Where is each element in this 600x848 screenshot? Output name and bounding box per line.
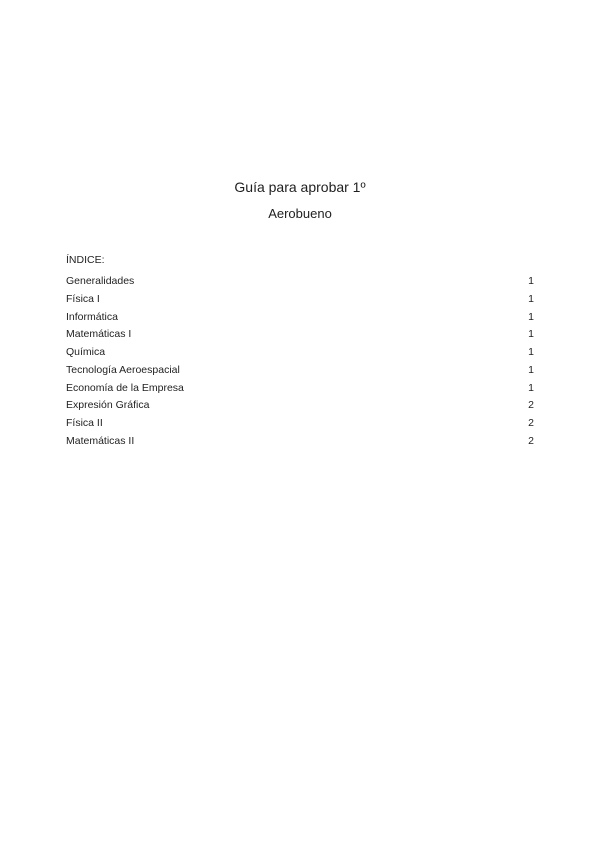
toc-entry-tecnologia-aeroespacial[interactable] <box>66 362 534 380</box>
toc-entry-label: Química <box>66 346 106 358</box>
document-title: Guía para aprobar 1º <box>234 179 366 195</box>
toc-entry-quimica[interactable] <box>66 344 534 362</box>
toc-entry-informatica[interactable] <box>66 309 534 327</box>
toc-entry-label: Informática <box>66 310 118 323</box>
toc-entry-page: 1 <box>528 328 534 341</box>
document-subtitle: Aerobueno <box>268 206 332 221</box>
toc-entry-label: Economía de la Empresa <box>66 381 184 394</box>
toc-entry-label: Física I <box>66 292 100 305</box>
toc-entry-page: 1 <box>528 346 534 358</box>
toc-entry-page: 2 <box>528 434 534 447</box>
index-heading: ÍNDICE: <box>66 254 105 266</box>
toc-entry-page: 1 <box>528 363 534 376</box>
toc-entry-fisica-2[interactable] <box>66 415 534 433</box>
toc-entry-generalidades[interactable] <box>66 273 534 291</box>
toc-entry-fisica-1[interactable] <box>66 291 534 309</box>
toc-entry-label: Matemáticas I <box>66 328 132 341</box>
toc-entry-label: Física II <box>66 417 103 429</box>
toc-entry-page: 2 <box>528 417 534 429</box>
toc-entry-page: 2 <box>528 399 534 412</box>
toc-entry-matematicas-2[interactable] <box>66 433 534 451</box>
toc-entry-expresion-grafica[interactable] <box>66 397 534 415</box>
toc-entry-label: Expresión Gráfica <box>66 399 150 412</box>
toc-entry-page: 1 <box>528 381 534 394</box>
toc-entry-label: Tecnología Aeroespacial <box>66 363 180 376</box>
toc-entry-page: 1 <box>528 275 534 287</box>
toc-entry-economia-empresa[interactable] <box>66 380 534 398</box>
toc-entry-label: Matemáticas II <box>66 434 135 447</box>
toc-entry-matematicas-1[interactable] <box>66 326 534 344</box>
toc-entry-page: 1 <box>528 292 534 305</box>
table-of-contents <box>66 273 534 451</box>
toc-entry-page: 1 <box>528 310 534 323</box>
toc-entry-label: Generalidades <box>66 275 135 287</box>
